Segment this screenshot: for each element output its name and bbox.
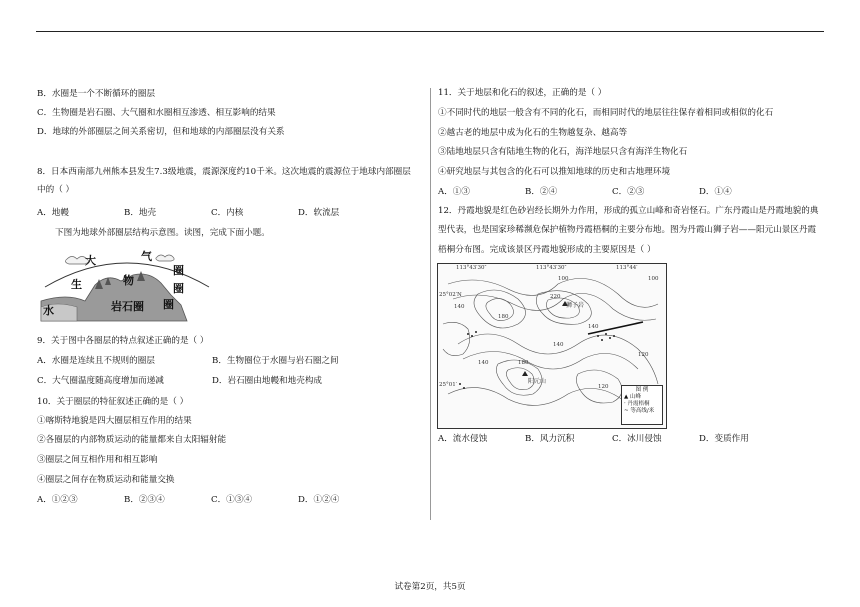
q9-option-a: A．水圈是连续且不规则的圈层 [37, 356, 155, 366]
q10-item-4: ④圈层之间存在物质运动和能量交换 [37, 475, 175, 485]
contour-label-7: 100 [648, 276, 659, 282]
q8-stem-line2: 中的（ ） [37, 185, 75, 195]
q12-option-a: A．流水侵蚀 [438, 434, 488, 444]
contour-label-8: 140 [478, 360, 489, 366]
q7-option-c: C．生物圈是岩石圈、大气圈和水圈相互渗透、相互影响的结果 [37, 108, 276, 118]
q7-option-b: B．水圈是一个不断循环的圈层 [37, 89, 156, 99]
q11-item-3: ③陆地地层只含有陆地生物的化石，海洋地层只含有海洋生物化石 [438, 147, 688, 157]
q12-options [438, 433, 749, 445]
q12-option-b: B．风力沉积 [525, 434, 575, 444]
lon-label-3: 113°44′ [616, 265, 638, 271]
q11-item-4: ④研究地层与其包含的化石可以推知地球的历史和古地理环境 [438, 167, 671, 177]
q8-option-d: D．软流层 [298, 208, 340, 218]
label-quan-3: 圈 [163, 298, 174, 311]
q11-option-a: A．①③ [438, 187, 470, 197]
label-shui: 水 [43, 304, 54, 317]
q11-options [438, 186, 732, 198]
q10-options [37, 494, 339, 506]
legend-item-contour: ~ 等高线/米 [624, 408, 655, 414]
q11-stem: 11．关于地层和化石的叙述，正确的是（ ） [438, 88, 607, 98]
label-wu: 物 [123, 274, 134, 287]
figure-intro: 下图为地球外部圈层结构示意图。读图，完成下面小题。 [55, 228, 270, 238]
contour-label-2: 140 [454, 304, 465, 310]
q7-option-d: D．地球的外部圈层之间关系密切，但和地球的内部圈层没有关系 [37, 127, 285, 137]
q8-option-c: C．内核 [211, 208, 244, 218]
q10-item-1: ①喀斯特地貌是四大圈层相互作用的结果 [37, 416, 192, 426]
q11-option-d: D．①④ [699, 187, 732, 197]
q11-item-1: ①不同时代的地层一般含有不同的化石，而相同时代的地层往往保存着相同或相似的化石 [438, 108, 774, 118]
lat-label-1: 25°02′N [439, 292, 462, 298]
q8-option-b: B．地壳 [124, 208, 157, 218]
q10-item-3: ③圈层之间互相作用和相互影响 [37, 455, 158, 465]
legend-title: 图 例 [635, 387, 649, 393]
place-yangyuanshan: 阳元山 [528, 378, 547, 385]
q11-option-b: B．②④ [525, 187, 558, 197]
label-sheng: 生 [71, 278, 82, 291]
q10-stem: 10．关于圈层的特征叙述正确的是（ ） [37, 397, 189, 407]
q12-stem-line1: 12．丹霞地貌是红色砂岩经长期外力作用，形成的孤立山峰和奇岩怪石。广东丹霞山是丹霞地貌的典 [438, 206, 819, 216]
map-legend [621, 385, 663, 425]
q12-option-c: C．冰川侵蚀 [612, 434, 662, 444]
q10-option-c: C．①③④ [211, 495, 252, 505]
q9-option-b: B．生物圈位于水圈与岩石圈之间 [212, 356, 339, 366]
q12-stem-line2: 型代表，也是国家珍稀濒危保护植物丹霞梧桐的主要分布地。图为丹霞山狮子岩——阳元山景区丹霞 [438, 225, 817, 235]
header-rule [36, 31, 824, 32]
place-shiziyan: 狮子岩 [566, 302, 585, 309]
q11-option-c: C．②③ [612, 187, 645, 197]
lon-label-1: 113°43′30″ [456, 265, 487, 271]
label-yanshi: 岩石圈 [111, 300, 144, 313]
label-quan-1: 圈 [173, 264, 184, 277]
q10-option-a: A．①②③ [37, 495, 78, 505]
contour-label-3: 220 [550, 294, 561, 300]
page-footer: 试卷第2页，共5页 [394, 582, 466, 592]
contour-label-9: 180 [518, 360, 529, 366]
contour-label-11: 140 [588, 324, 599, 330]
outer-spheres-figure [37, 245, 217, 323]
legend-item-tree: · 丹霞梧桐 [624, 401, 650, 407]
q10-item-2: ②各圈层的内部物质运动的能量都来自太阳辐射能 [37, 435, 227, 445]
q12-option-d: D．变质作用 [699, 434, 749, 444]
q10-option-d: D．①②④ [298, 495, 340, 505]
label-quan-2: 圈 [173, 282, 184, 295]
q10-option-b: B．②③④ [124, 495, 165, 505]
q8-options [37, 207, 339, 219]
label-qi: 气 [141, 250, 152, 263]
column-divider [430, 88, 431, 520]
contour-label-1: 100 [558, 276, 569, 282]
q8-stem-line1: 8．日本西南部九州熊本县发生7.3级地震，震源深度约10千米。这次地震的震源位于地球内部圈层 [37, 167, 411, 177]
contour-label-5: 140 [553, 342, 564, 348]
contour-label-10: 120 [598, 384, 609, 390]
label-da: 大 [85, 254, 96, 267]
legend-item-peak: ▲ 山峰 [624, 394, 641, 400]
q9-stem: 9．关于图中各圈层的特点叙述正确的是（ ） [37, 336, 209, 346]
contour-label-6: 120 [638, 352, 649, 358]
q12-stem-line3: 梧桐分布图。完成该景区丹霞地貌形成的主要原因是（ ） [438, 245, 656, 255]
lon-label-2: 113°43′30″ [536, 265, 567, 271]
q8-option-a: A．地幔 [37, 208, 69, 218]
q9-option-c: C．大气圈温度随高度增加而递减 [37, 376, 164, 386]
q11-item-2: ②越古老的地层中成为化石的生物越复杂、越高等 [438, 128, 628, 138]
danxia-topo-map [437, 263, 667, 429]
q9-option-d: D．岩石圈由地幔和地壳构成 [212, 376, 323, 386]
contour-label-4: 180 [498, 314, 509, 320]
lat-label-2: 25°01′ [439, 382, 457, 388]
